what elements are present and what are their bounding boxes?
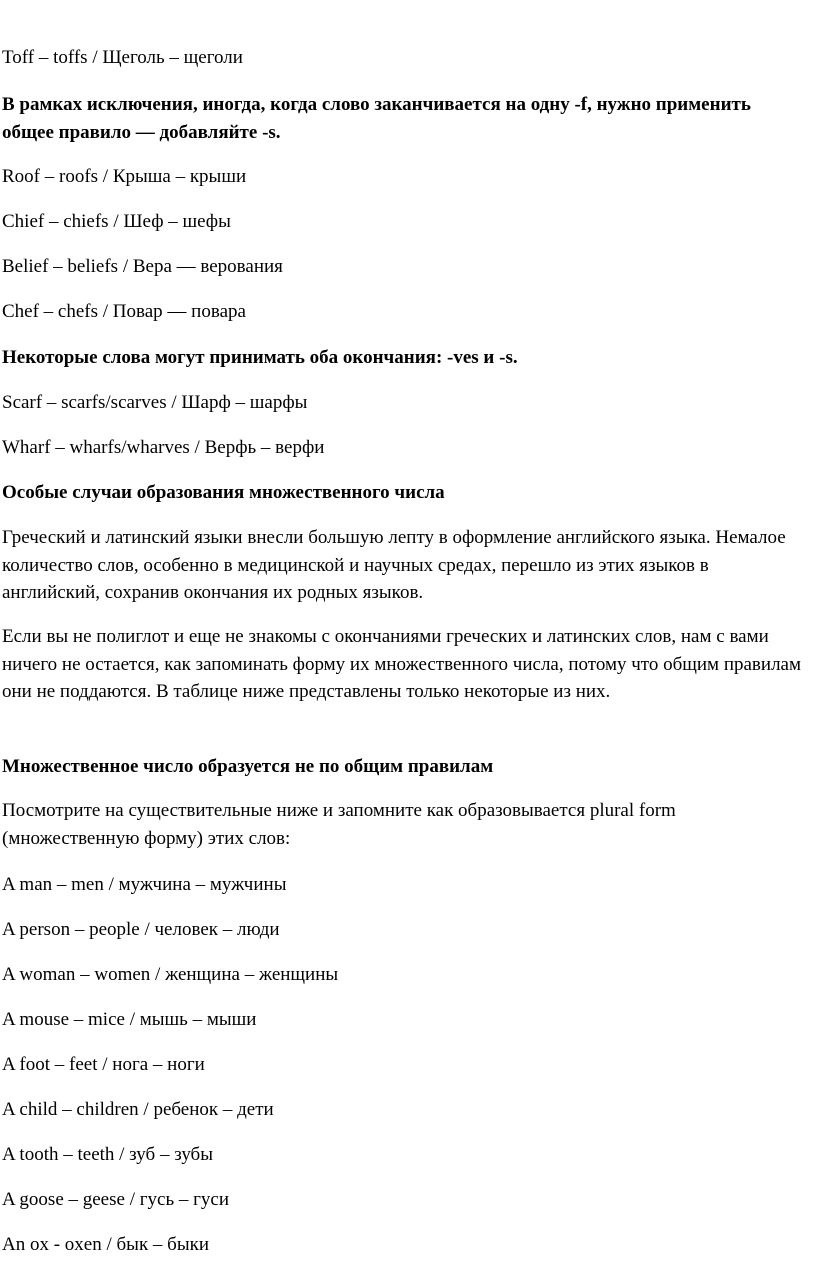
example-goose: A goose – geese / гусь – гуси	[2, 1189, 230, 1210]
both-endings-heading: Некоторые слова могут принимать оба окончания: -ves и -s.	[2, 347, 518, 368]
example-chef: Chef – chefs / Повар — повара	[2, 301, 246, 322]
example-tooth: A tooth – teeth / зуб – зубы	[2, 1144, 213, 1165]
example-mouse: A mouse – mice / мышь – мыши	[2, 1009, 257, 1030]
special-cases-heading: Особые случаи образования множественного числа	[2, 482, 445, 503]
example-woman: A woman – women / женщина – женщины	[2, 964, 339, 985]
example-roof: Roof – roofs / Крыша – крыши	[2, 166, 247, 187]
example-person: A person – people / человек – люди	[2, 919, 280, 940]
example-toff: Toff – toffs / Щеголь – щеголи	[2, 47, 243, 68]
example-wharf: Wharf – wharfs/wharves / Верфь – верфи	[2, 437, 325, 458]
example-chief: Chief – chiefs / Шеф – шефы	[2, 211, 231, 232]
exception-heading: В рамках исключения, иногда, когда слово заканчивается на одну -f, нужно применить общее правило — добавляйте -s.	[2, 94, 751, 143]
example-belief: Belief – beliefs / Вера — верования	[2, 256, 283, 277]
example-child: A child – children / ребенок – дети	[2, 1099, 274, 1120]
example-scarf: Scarf – scarfs/scarves / Шарф – шарфы	[2, 392, 308, 413]
example-ox: An ox - oxen / бык – быки	[2, 1234, 210, 1255]
greek-latin-paragraph: Греческий и латинский языки внесли большую лепту в оформление английского языка. Немалое количество слов, особенно в медицинской и научных средах, перешло из этих языков в английский, сохранив окончания их родных языков.	[2, 527, 786, 603]
example-foot: A foot – feet / нога – ноги	[2, 1054, 205, 1075]
look-paragraph: Посмотрите на существительные ниже и запомните как образовывается plural form (множественную форму) этих слов:	[2, 800, 676, 849]
irregular-heading: Множественное число образуется не по общим правилам	[2, 756, 494, 777]
example-man: A man – men / мужчина – мужчины	[2, 874, 287, 895]
polyglot-paragraph: Если вы не полиглот и еще не знакомы с окончаниями греческих и латинских слов, нам с вами ничего не остается, как запоминать форму их множественного числа, потому что общим правилам они не поддаются. В таблице ниже представлены только некоторые из них.	[2, 626, 802, 702]
